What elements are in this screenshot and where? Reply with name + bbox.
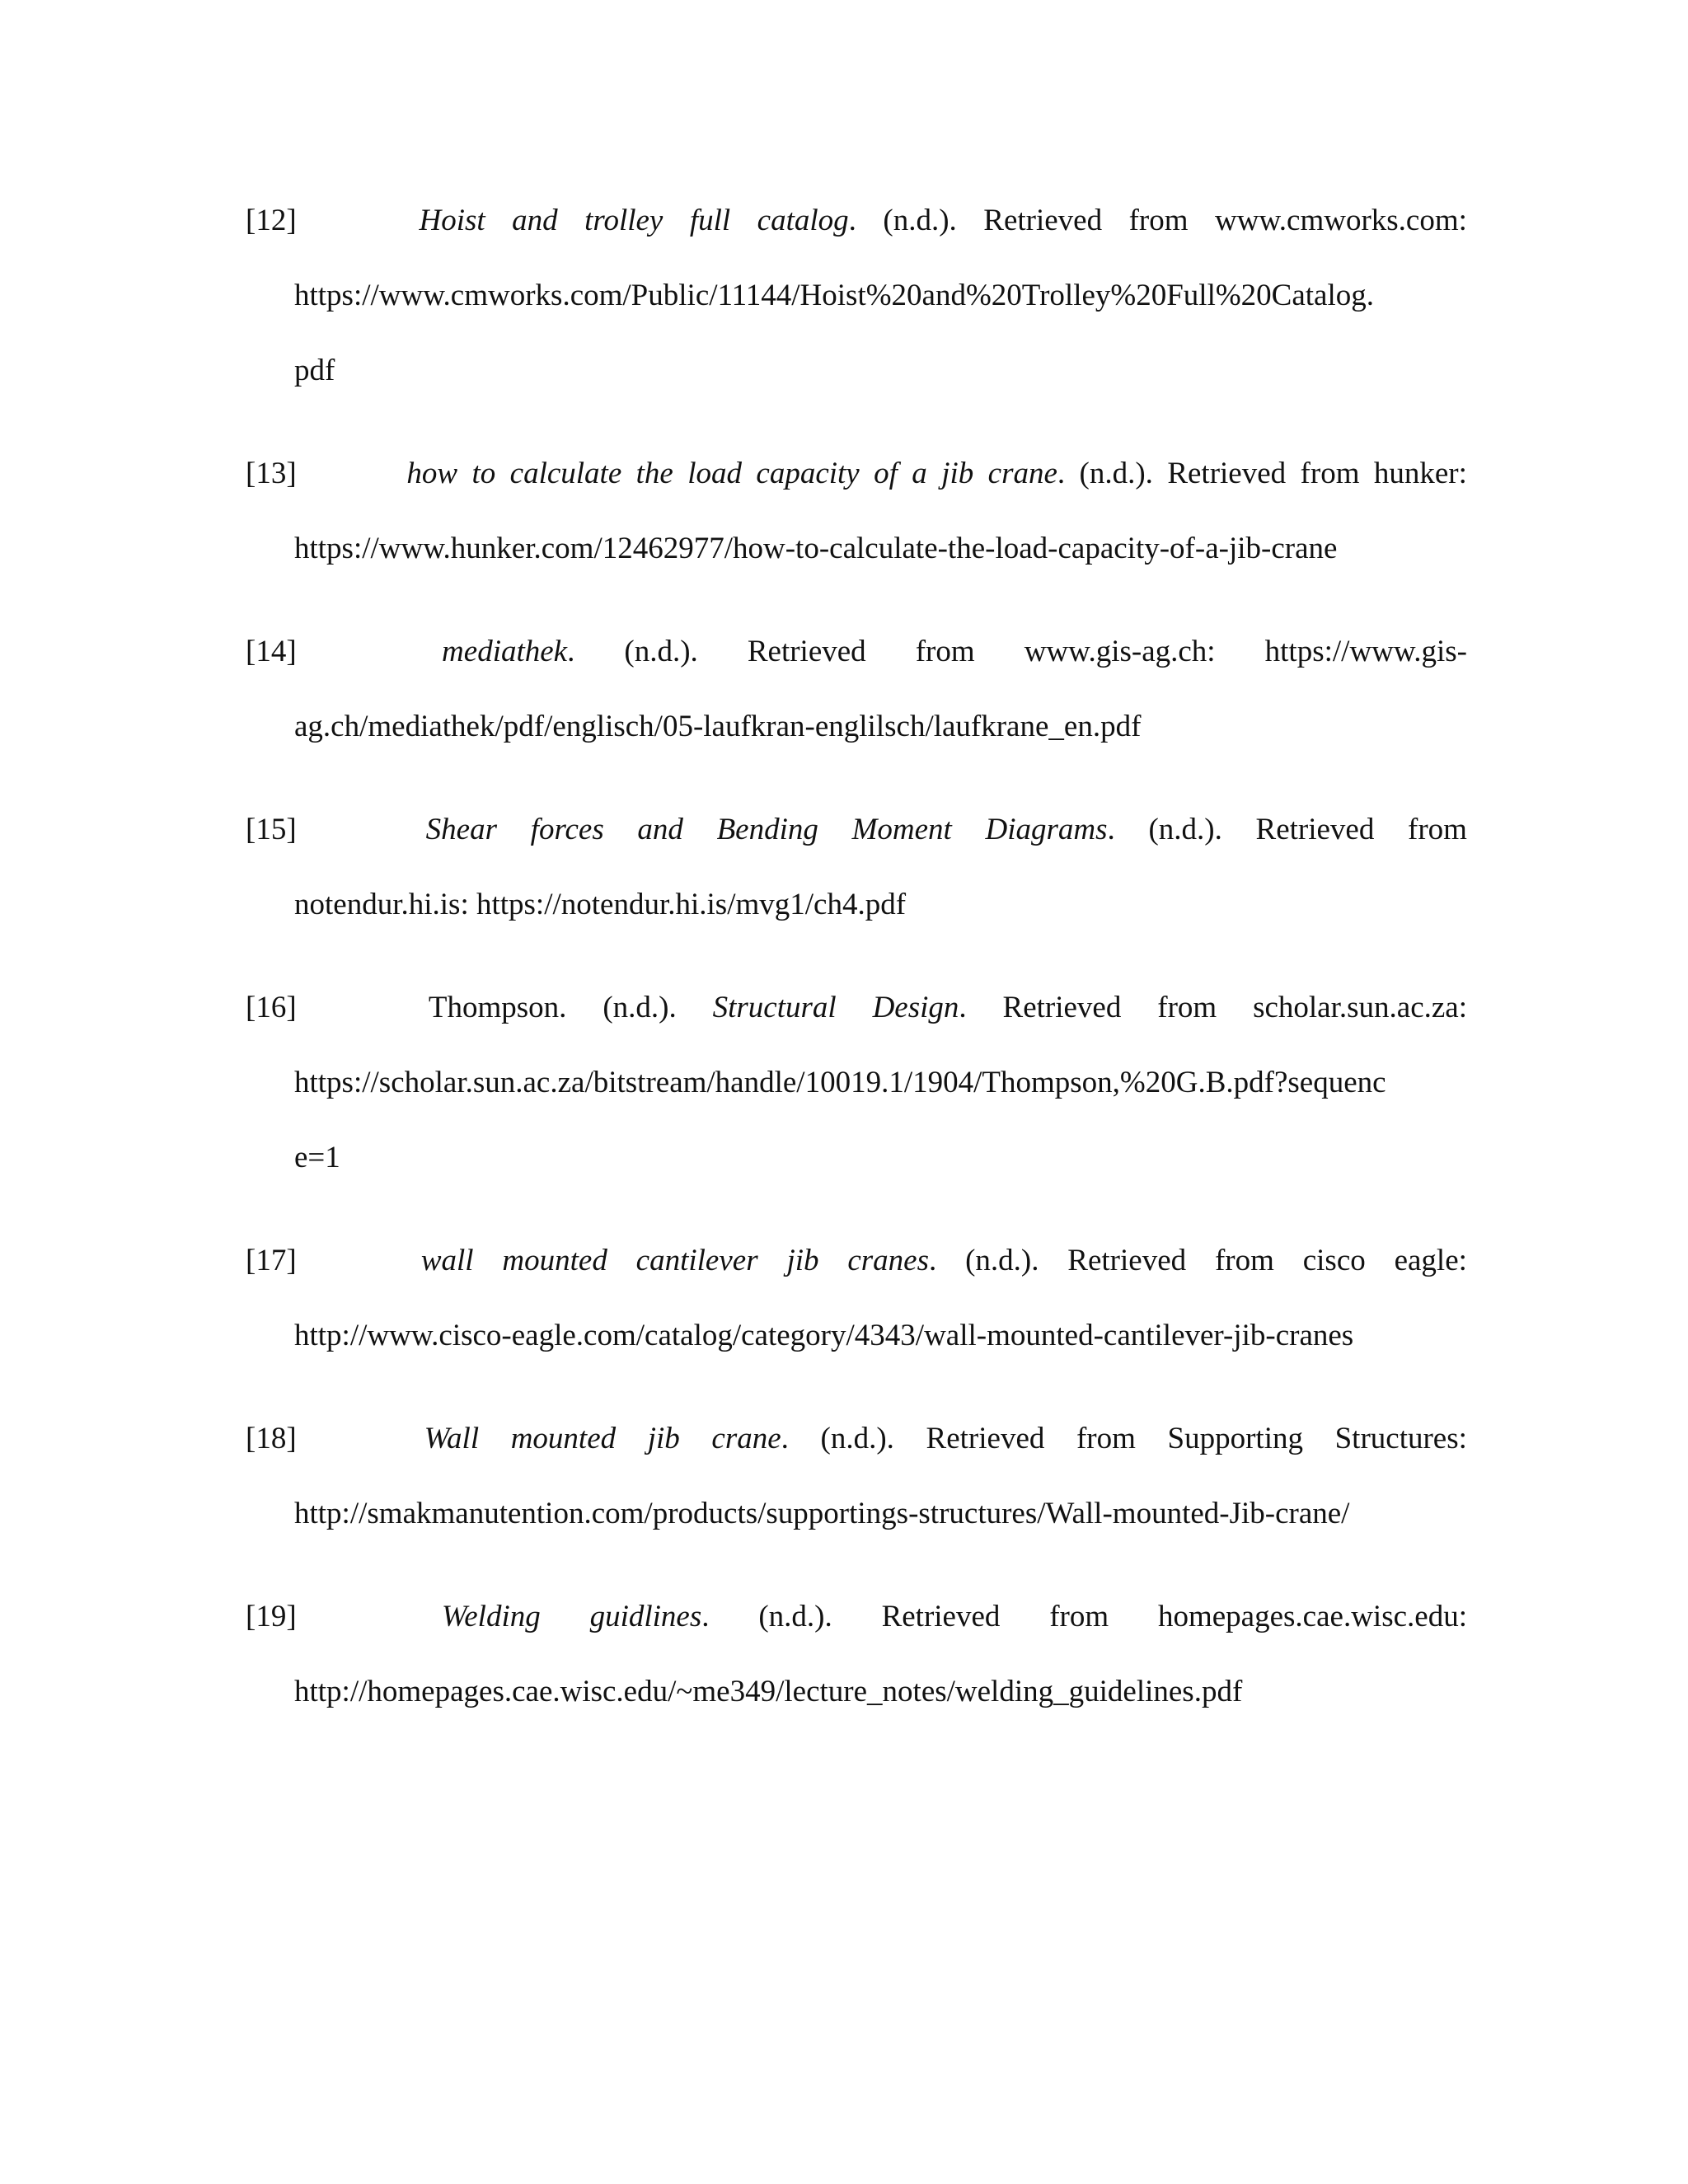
reference-word — [756, 436, 859, 511]
reference-word — [873, 970, 967, 1045]
reference-text-word: from — [915, 635, 975, 668]
reference-word — [636, 1223, 758, 1298]
reference-title-word: forces — [530, 813, 604, 846]
reference-text-word: Structures: — [1334, 1422, 1467, 1455]
reference-text-word: Retrieved — [1002, 991, 1122, 1024]
reference-word — [690, 183, 730, 258]
reference-word — [912, 436, 927, 511]
reference-title-word: crane — [711, 1422, 781, 1455]
reference-title-word: to — [471, 457, 496, 490]
reference-continuation-line: e=1 — [294, 1141, 340, 1174]
reference-word — [429, 970, 567, 1045]
reference-title-word: capacity — [756, 457, 860, 490]
reference-word — [821, 1401, 894, 1476]
reference-word — [1025, 614, 1216, 689]
reference-text-word: Retrieved — [1255, 813, 1375, 846]
reference-word — [1168, 1401, 1303, 1476]
reference-word — [421, 1223, 474, 1298]
reference-text-word: https://www.gis- — [1264, 635, 1467, 668]
reference-word — [1049, 1579, 1109, 1654]
reference-text-word: Thompson. — [428, 991, 567, 1024]
reference-text-word: Retrieved — [983, 204, 1103, 237]
reference-word — [1167, 436, 1286, 511]
reference-word — [1067, 1223, 1186, 1298]
reference-word — [1256, 792, 1375, 867]
reference-number: [14] — [246, 635, 297, 668]
reference-word — [603, 970, 676, 1045]
reference-title-word: Structural — [712, 991, 837, 1024]
reference-text-word: from — [1214, 1244, 1274, 1277]
reference-punctuation: . — [701, 1600, 710, 1633]
reference-continuation-line: notendur.hi.is: https://notendur.hi.is/mvg1/ch4.pdf — [294, 888, 907, 921]
reference-word — [717, 792, 818, 867]
reference-word — [1374, 436, 1467, 511]
reference-word — [1303, 1223, 1366, 1298]
reference-word — [442, 1579, 541, 1654]
reference-entry — [246, 1401, 1467, 1551]
reference-continuation-line: http://www.cisco-eagle.com/catalog/category/4343/wall-mounted-cantilever-jib-cranes — [294, 1319, 1354, 1352]
reference-word — [512, 183, 558, 258]
reference-number: [18] — [246, 1422, 297, 1455]
reference-text-word: (n.d.). — [758, 1600, 832, 1633]
reference-word — [637, 792, 683, 867]
reference-word — [713, 970, 837, 1045]
reference-entry — [246, 183, 1467, 408]
reference-first-line — [246, 792, 1467, 867]
reference-word — [941, 436, 973, 511]
reference-text-word: (n.d.). — [1148, 813, 1222, 846]
reference-entry — [246, 970, 1467, 1195]
reference-title-word: load — [687, 457, 743, 490]
reference-word — [1158, 1579, 1467, 1654]
reference-word — [511, 1401, 616, 1476]
reference-punctuation: . — [848, 204, 856, 237]
reference-text-word: (n.d.). — [965, 1244, 1039, 1277]
reference-title-word: Hoist — [419, 204, 485, 237]
reference-text-word: from — [1300, 457, 1360, 490]
reference-word — [687, 436, 742, 511]
reference-text-word: Retrieved — [747, 635, 866, 668]
reference-text-word: from — [1076, 1422, 1136, 1455]
reference-word — [757, 183, 856, 258]
reference-punctuation: . — [1057, 457, 1066, 490]
reference-title-word: trolley — [584, 204, 663, 237]
reference-text-word: eagle: — [1394, 1244, 1467, 1277]
reference-title-word: calculate — [509, 457, 622, 490]
reference-title-word: jib — [647, 1422, 680, 1455]
reference-word — [1003, 970, 1122, 1045]
reference-title-word: full — [689, 204, 731, 237]
reference-punctuation: . — [781, 1422, 789, 1455]
reference-text-word: Retrieved — [881, 1600, 1001, 1633]
reference-title-word: how — [406, 457, 458, 490]
reference-word — [711, 1401, 789, 1476]
reference-title-word: the — [635, 457, 673, 490]
reference-title-word: and — [512, 204, 558, 237]
reference-continuation-line: https://www.cmworks.com/Public/11144/Hoist%20and%20Trolley%20Full%20Catalog. — [294, 279, 1375, 312]
reference-word — [883, 183, 956, 258]
reference-word — [510, 436, 622, 511]
reference-text-word: Retrieved — [1167, 457, 1287, 490]
reference-word — [852, 792, 952, 867]
reference-word — [985, 792, 1114, 867]
reference-word — [1215, 1223, 1274, 1298]
reference-entry — [246, 792, 1467, 942]
reference-text-word: (n.d.). — [883, 204, 957, 237]
reference-first-line — [246, 1223, 1467, 1298]
reference-word — [965, 1223, 1039, 1298]
reference-entry — [246, 1579, 1467, 1729]
reference-word — [874, 436, 898, 511]
reference-punctuation: . — [928, 1244, 937, 1277]
reference-text-word: Supporting — [1167, 1422, 1303, 1455]
reference-number: [15] — [246, 813, 297, 846]
reference-word — [916, 614, 975, 689]
reference-continuation-line: http://smakmanutention.com/products/supportings-structures/Wall-mounted-Jib-crane/ — [294, 1497, 1350, 1530]
reference-first-line — [246, 183, 1467, 258]
reference-text-word: Retrieved — [926, 1422, 1045, 1455]
reference-continuation-line: http://homepages.cae.wisc.edu/~me349/lecture_notes/welding_guidelines.pdf — [294, 1675, 1243, 1708]
reference-first-line — [246, 614, 1467, 689]
reference-number: [19] — [246, 1600, 297, 1633]
reference-word — [1157, 970, 1217, 1045]
reference-title-word: mounted — [510, 1422, 617, 1455]
reference-text-word: homepages.cae.wisc.edu: — [1157, 1600, 1467, 1633]
reference-first-line — [246, 1579, 1467, 1654]
reference-list — [246, 183, 1467, 1757]
reference-word — [1080, 436, 1153, 511]
reference-word — [442, 614, 574, 689]
reference-word — [1301, 436, 1360, 511]
reference-title-word: jib — [941, 457, 974, 490]
reference-title-word: cantilever — [635, 1244, 758, 1277]
reference-title-word: guidlines — [589, 1600, 702, 1633]
reference-number: [13] — [246, 457, 297, 490]
reference-word — [1395, 1223, 1467, 1298]
reference-word — [1215, 183, 1467, 258]
reference-word — [426, 792, 497, 867]
reference-number: [16] — [246, 991, 297, 1024]
reference-word — [1265, 614, 1467, 689]
reference-continuation-line: ag.ch/mediathek/pdf/englisch/05-laufkran-englilsch/laufkrane_en.pdf — [294, 710, 1142, 743]
reference-word — [636, 436, 673, 511]
reference-entry — [246, 436, 1467, 586]
reference-entry — [246, 1223, 1467, 1373]
reference-text-word: from — [1408, 813, 1467, 846]
reference-word — [531, 792, 604, 867]
reference-number: [12] — [246, 204, 297, 237]
reference-word — [748, 614, 866, 689]
reference-word — [847, 1223, 936, 1298]
reference-word — [648, 1401, 680, 1476]
reference-title-word: mounted — [502, 1244, 607, 1277]
reference-text-word: cisco — [1302, 1244, 1366, 1277]
reference-word — [1253, 970, 1467, 1045]
reference-text-word: scholar.sun.ac.za: — [1253, 991, 1467, 1024]
reference-punctuation: . — [959, 991, 967, 1024]
reference-word — [1148, 792, 1221, 867]
reference-text-word: (n.d.). — [603, 991, 677, 1024]
reference-text-word: www.gis-ag.ch: — [1024, 635, 1216, 668]
reference-text-word: from — [1049, 1600, 1109, 1633]
reference-text-word: (n.d.). — [820, 1422, 894, 1455]
reference-first-line — [246, 970, 1467, 1045]
reference-word — [758, 1579, 832, 1654]
reference-word — [406, 436, 457, 511]
reference-title-word: mediathek — [442, 635, 568, 668]
reference-title-word: crane — [987, 457, 1057, 490]
reference-word — [983, 183, 1102, 258]
reference-word — [926, 1401, 1045, 1476]
reference-text-word: from — [1157, 991, 1217, 1024]
reference-word — [624, 614, 697, 689]
reference-title-word: catalog — [757, 204, 849, 237]
reference-word — [502, 1223, 607, 1298]
reference-word — [988, 436, 1066, 511]
reference-number: [17] — [246, 1244, 297, 1277]
reference-text-word: hunker: — [1373, 457, 1467, 490]
reference-word — [1335, 1401, 1467, 1476]
reference-title-word: a — [912, 457, 927, 490]
reference-continuation-line: https://scholar.sun.ac.za/bitstream/handle/10019.1/1904/Thompson,%20G.B.pdf?sequenc — [294, 1066, 1386, 1099]
reference-word — [471, 436, 495, 511]
reference-title-word: jib — [786, 1244, 819, 1277]
reference-title-word: wall — [420, 1244, 474, 1277]
reference-text-word: (n.d.). — [624, 635, 698, 668]
reference-word — [786, 1223, 818, 1298]
reference-title-word: Shear — [425, 813, 497, 846]
reference-word — [584, 183, 663, 258]
reference-title-word: Moment — [851, 813, 952, 846]
reference-text-word: (n.d.). — [1079, 457, 1153, 490]
reference-title-word: Diagrams — [985, 813, 1108, 846]
reference-entry — [246, 614, 1467, 764]
reference-word — [419, 183, 485, 258]
reference-punctuation: . — [1107, 813, 1115, 846]
reference-text-word: Retrieved — [1067, 1244, 1187, 1277]
reference-title-word: Design — [872, 991, 959, 1024]
reference-title-word: Bending — [716, 813, 818, 846]
reference-word — [882, 1579, 1001, 1654]
reference-word — [1129, 183, 1189, 258]
reference-text-word: from — [1128, 204, 1189, 237]
reference-title-word: Wall — [424, 1422, 480, 1455]
reference-word — [1408, 792, 1467, 867]
reference-title-word: cranes — [847, 1244, 929, 1277]
reference-continuation-line: pdf — [294, 354, 335, 387]
reference-continuation-line: https://www.hunker.com/12462977/how-to-calculate-the-load-capacity-of-a-jib-crane — [294, 532, 1338, 565]
reference-punctuation: . — [567, 635, 575, 668]
reference-word — [424, 1401, 479, 1476]
reference-title-word: of — [874, 457, 898, 490]
reference-first-line — [246, 436, 1467, 511]
reference-word — [1076, 1401, 1136, 1476]
reference-title-word: Welding — [441, 1600, 541, 1633]
reference-title-word: and — [637, 813, 683, 846]
reference-word — [590, 1579, 710, 1654]
reference-text-word: www.cmworks.com: — [1215, 204, 1467, 237]
reference-first-line — [246, 1401, 1467, 1476]
